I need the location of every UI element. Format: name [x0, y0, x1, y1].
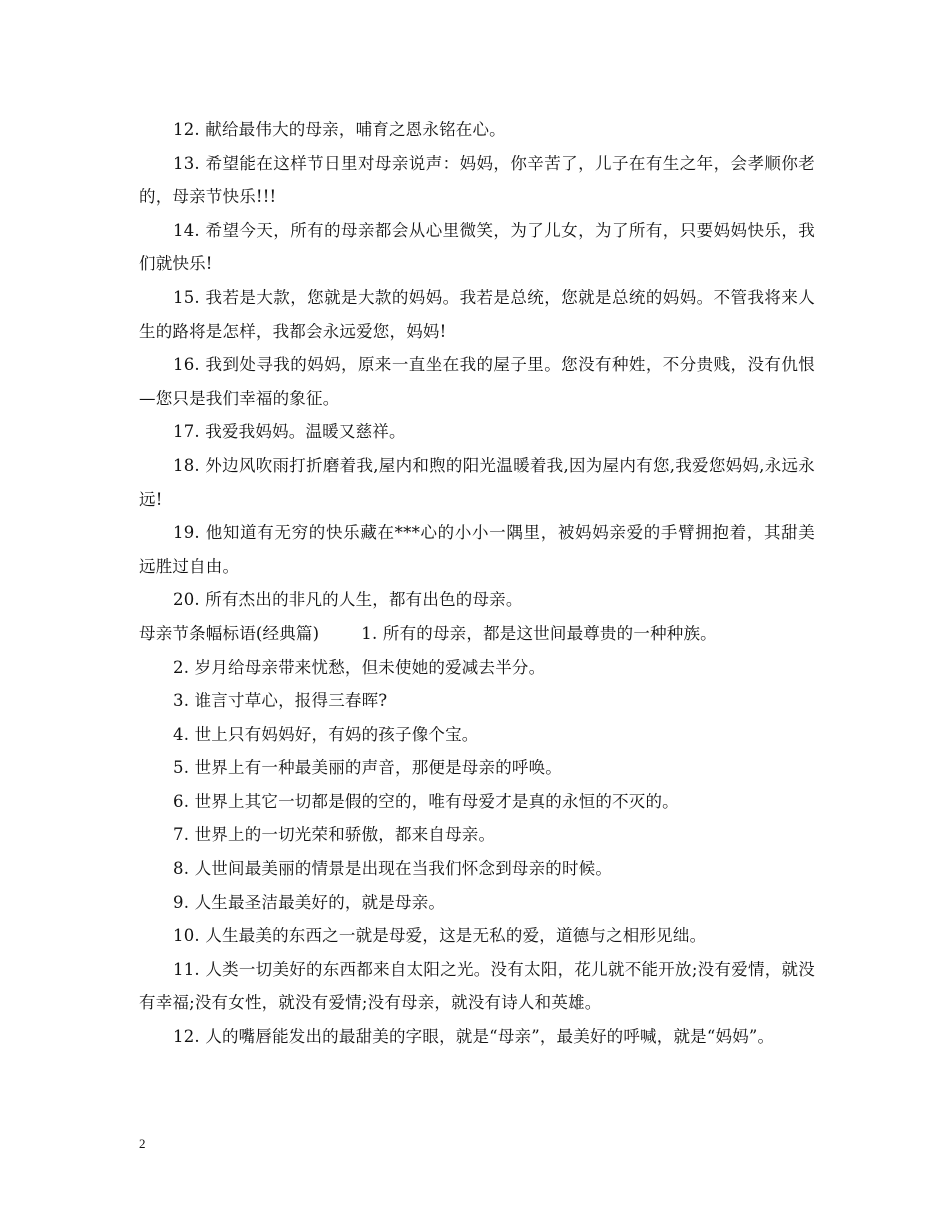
section-heading-line	[139, 617, 815, 651]
paragraph-item: 16. 我到处寻我的妈妈，原来一直坐在我的屋子里。您没有种姓，不分贵贱，没有仇恨—您只是我们幸福的象征。	[139, 355, 815, 408]
paragraph-item: 7. 世界上的一切光荣和骄傲，都来自母亲。	[173, 825, 496, 845]
section-first-item: 1. 所有的母亲，都是这世间最尊贵的一种种族。	[361, 623, 717, 643]
paragraph-item: 4. 世上只有妈妈好，有妈的孩子像个宝。	[173, 724, 479, 744]
paragraph-item: 12. 人的嘴唇能发出的最甜美的字眼，就是“母亲”，最美好的呼喊，就是“妈妈”。	[173, 1027, 775, 1047]
paragraph-item: 19. 他知道有无穷的快乐藏在***心的小小一隅里，被妈妈亲爱的手臂拥抱着，其甜美远胜过自由。	[139, 523, 815, 576]
paragraph-item: 9. 人生最圣洁最美好的，就是母亲。	[173, 892, 446, 912]
paragraph-item: 2. 岁月给母亲带来忧愁，但未使她的爱减去半分。	[173, 657, 546, 677]
paragraph-item: 13. 希望能在这样节日里对母亲说声：妈妈，你辛苦了，儿子在有生之年，会孝顺你老的，母亲节快乐!!!	[139, 153, 815, 207]
paragraph-item: 11. 人类一切美好的东西都来自太阳之光。没有太阳，花儿就不能开放;没有爱情，就没有幸福;没有女性，就没有爱情;没有母亲，就没有诗人和英雄。	[139, 959, 815, 1013]
paragraph-item: 12. 献给最伟大的母亲，哺育之恩永铭在心。	[173, 120, 506, 139]
paragraph-item: 18. 外边风吹雨打折磨着我,屋内和煦的阳光温暖着我,因为屋内有您,我爱您妈妈,永远永远!	[139, 455, 815, 509]
paragraph-item: 5. 世界上有一种最美丽的声音，那便是母亲的呼唤。	[173, 758, 562, 778]
document-body	[139, 113, 815, 1054]
paragraph-item: 20. 所有杰出的非凡的人生，都有出色的母亲。	[173, 590, 523, 610]
paragraph-item: 10. 人生最美的东西之一就是母爱，这是无私的爱，道德与之相形见绌。	[173, 926, 707, 946]
paragraph-item: 6. 世界上其它一切都是假的空的，唯有母爱才是真的永恒的不灭的。	[173, 791, 679, 811]
paragraph-item: 15. 我若是大款，您就是大款的妈妈。我若是总统，您就是总统的妈妈。不管我将来人生的路将是怎样，我都会永远爱您，妈妈!	[139, 287, 815, 341]
paragraph-item: 14. 希望今天，所有的母亲都会从心里微笑，为了儿女，为了所有，只要妈妈快乐，我们就快乐!	[139, 220, 815, 274]
paragraph-item: 8. 人世间最美丽的情景是出现在当我们怀念到母亲的时候。	[173, 859, 613, 879]
paragraph-item: 17. 我爱我妈妈。温暖又慈祥。	[173, 422, 406, 442]
page-number: 2	[139, 1136, 146, 1151]
paragraph-item: 3. 谁言寸草心，报得三春晖?	[173, 691, 388, 711]
section-title: 母亲节条幅标语(经典篇)	[139, 623, 320, 643]
